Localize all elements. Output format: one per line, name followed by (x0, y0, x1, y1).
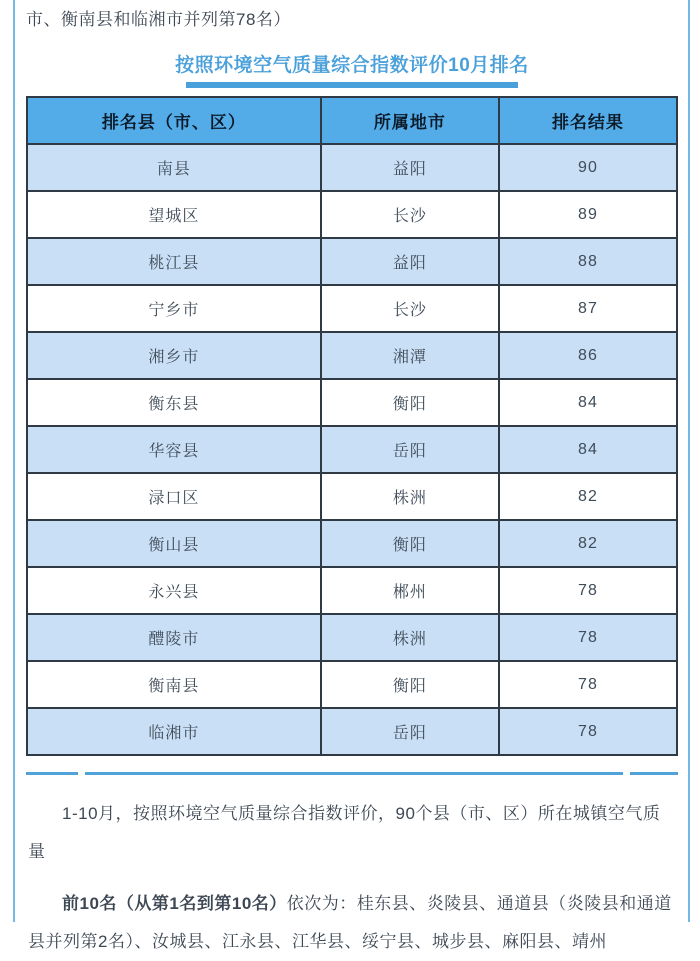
table-cell-city: 长沙 (321, 285, 499, 332)
table-row (27, 520, 677, 567)
ranking-table (26, 96, 678, 756)
table-cell-county: 衡东县 (27, 379, 321, 426)
paragraph-top10-rest: 依次为：桂东县、炎陵县、通道县（炎陵县和通道县并列第2名）、汝城县、江永县、江华县、绥宁县、城步县、麻阳县、靖州 (28, 894, 672, 951)
paragraph-top10 (26, 885, 678, 961)
page-right-border-line (688, 0, 690, 922)
col-header-rank: 排名结果 (499, 97, 677, 144)
table-cell-county: 衡南县 (27, 661, 321, 708)
table-cell-city: 衡阳 (321, 379, 499, 426)
table-row (27, 285, 677, 332)
table-header-row (27, 97, 677, 144)
table-cell-rank: 78 (499, 708, 677, 755)
table-cell-city: 株洲 (321, 614, 499, 661)
table-row (27, 332, 677, 379)
table-row (27, 191, 677, 238)
table-cell-city: 益阳 (321, 144, 499, 191)
page-left-border-line (13, 0, 15, 922)
table-row (27, 708, 677, 755)
table-cell-rank: 82 (499, 520, 677, 567)
title-underline-bar (186, 82, 518, 88)
table-cell-city: 衡阳 (321, 661, 499, 708)
table-row (27, 144, 677, 191)
table-cell-rank: 90 (499, 144, 677, 191)
table-cell-city: 湘潭 (321, 332, 499, 379)
table-row (27, 426, 677, 473)
table-cell-county: 南县 (27, 144, 321, 191)
section-divider (26, 772, 678, 775)
paragraph-summary: 1-10月，按照环境空气质量综合指数评价，90个县（市、区）所在城镇空气质量 (28, 804, 661, 861)
table-cell-county: 宁乡市 (27, 285, 321, 332)
divider-segment-middle (85, 772, 623, 775)
table-cell-city: 长沙 (321, 191, 499, 238)
col-header-city: 所属地市 (321, 97, 499, 144)
table-row (27, 661, 677, 708)
table-row (27, 238, 677, 285)
table-cell-county: 醴陵市 (27, 614, 321, 661)
table-cell-city: 株洲 (321, 473, 499, 520)
table-row (27, 379, 677, 426)
table-cell-county: 永兴县 (27, 567, 321, 614)
table-cell-rank: 78 (499, 661, 677, 708)
table-cell-rank: 86 (499, 332, 677, 379)
table-cell-county: 渌口区 (27, 473, 321, 520)
section-title: 按照环境空气质量综合指数评价10月排名 (175, 55, 529, 76)
table-cell-city: 益阳 (321, 238, 499, 285)
table-cell-county: 华容县 (27, 426, 321, 473)
table-cell-county: 桃江县 (27, 238, 321, 285)
paragraph-top10-bold-lead: 前10名（从第1名到第10名） (62, 894, 287, 913)
table-body (27, 144, 677, 755)
col-header-county: 排名县（市、区） (27, 97, 321, 144)
table-cell-rank: 87 (499, 285, 677, 332)
table-cell-county: 望城区 (27, 191, 321, 238)
table-cell-city: 岳阳 (321, 708, 499, 755)
table-cell-county: 衡山县 (27, 520, 321, 567)
table-cell-city: 衡阳 (321, 520, 499, 567)
divider-segment-right (630, 772, 678, 775)
table-cell-rank: 78 (499, 567, 677, 614)
table-cell-city: 郴州 (321, 567, 499, 614)
table-cell-rank: 88 (499, 238, 677, 285)
table-cell-rank: 84 (499, 426, 677, 473)
table-row (27, 614, 677, 661)
table-cell-rank: 82 (499, 473, 677, 520)
table-header (27, 97, 677, 144)
table-cell-rank: 89 (499, 191, 677, 238)
divider-segment-left (26, 772, 78, 775)
table-cell-rank: 78 (499, 614, 677, 661)
table-cell-rank: 84 (499, 379, 677, 426)
table-cell-county: 湘乡市 (27, 332, 321, 379)
table-row (27, 567, 677, 614)
top-note-text: 市、衡南县和临湘市并列第78名） (26, 10, 291, 29)
table-row (27, 473, 677, 520)
table-cell-county: 临湘市 (27, 708, 321, 755)
table-cell-city: 岳阳 (321, 426, 499, 473)
